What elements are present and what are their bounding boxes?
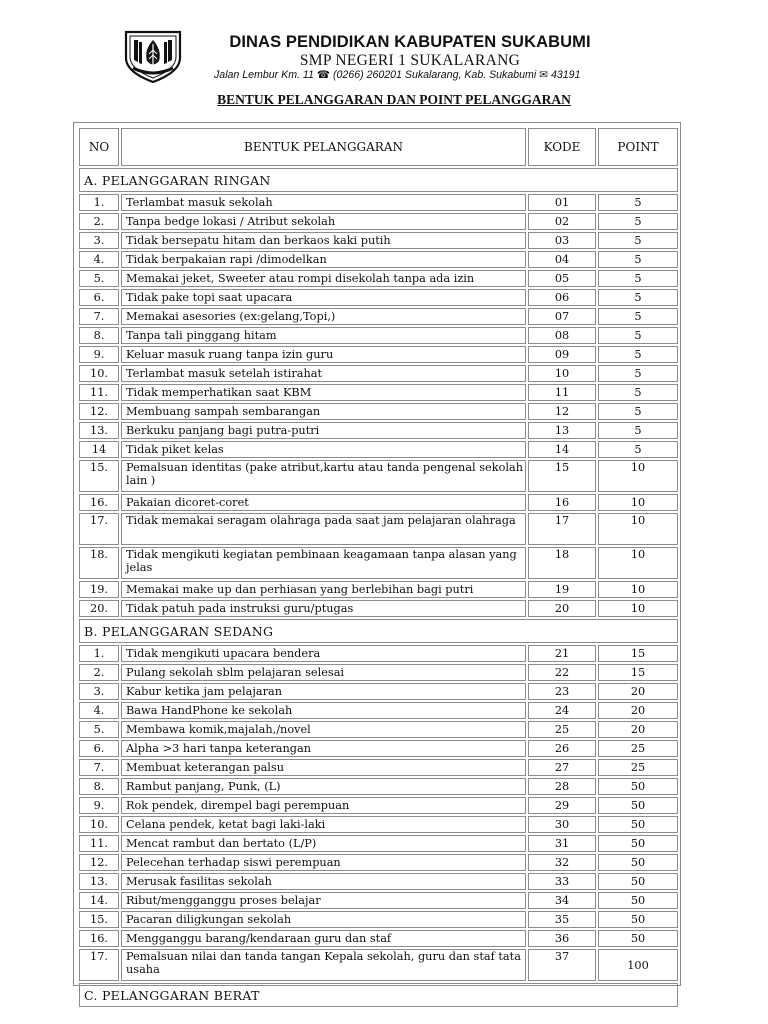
violation-point: 5	[598, 384, 678, 401]
row-number: 14	[79, 441, 119, 458]
violation-point: 20	[598, 683, 678, 700]
section-label: C. PELANGGARAN BERAT	[79, 983, 678, 1007]
table-row	[79, 759, 678, 776]
violation-point: 25	[598, 740, 678, 757]
violation-code: 08	[528, 327, 596, 344]
violation-point: 5	[598, 422, 678, 439]
violation-text: Memakai jeket, Sweeter atau rompi disekolah tanpa ada izin	[121, 270, 526, 287]
violation-text: Pakaian dicoret-coret	[121, 494, 526, 511]
row-number: 17.	[79, 513, 119, 545]
row-number: 15.	[79, 911, 119, 928]
violation-point: 5	[598, 213, 678, 230]
row-number: 2.	[79, 213, 119, 230]
violation-code: 36	[528, 930, 596, 947]
violation-point: 10	[598, 547, 678, 579]
violation-text: Tidak mengikuti upacara bendera	[121, 645, 526, 662]
phone-and-city: (0266) 260201 Sukalarang, Kab. Sukabumi	[333, 69, 537, 81]
row-number: 12.	[79, 854, 119, 871]
table-row	[79, 460, 678, 492]
table-row	[79, 441, 678, 458]
row-number: 10.	[79, 816, 119, 833]
violation-point: 5	[598, 441, 678, 458]
violation-point: 5	[598, 346, 678, 363]
violation-code: 04	[528, 251, 596, 268]
violation-point: 5	[598, 327, 678, 344]
violation-code: 32	[528, 854, 596, 871]
phone-icon: ☎	[316, 69, 331, 81]
violation-code: 28	[528, 778, 596, 795]
table-row	[79, 892, 678, 909]
table-body	[79, 168, 678, 1007]
violation-text: Tidak piket kelas	[121, 441, 526, 458]
violation-code: 30	[528, 816, 596, 833]
violation-point: 50	[598, 854, 678, 871]
violation-text: Pemalsuan identitas (pake atribut,kartu atau tanda pengenal sekolah lain )	[121, 460, 526, 492]
column-header-point: POINT	[598, 128, 678, 166]
agency-name: DINAS PENDIDIKAN KABUPATEN SUKABUMI	[229, 33, 591, 51]
violation-point: 5	[598, 403, 678, 420]
table-row	[79, 422, 678, 439]
violation-point: 20	[598, 702, 678, 719]
row-number: 13.	[79, 422, 119, 439]
violation-text: Tidak berpakaian rapi /dimodelkan	[121, 251, 526, 268]
violation-text: Membuang sampah sembarangan	[121, 403, 526, 420]
section-header-row	[79, 619, 678, 643]
row-number: 16.	[79, 494, 119, 511]
violation-code: 06	[528, 289, 596, 306]
violation-text: Mencat rambut dan bertato (L/P)	[121, 835, 526, 852]
violation-code: 27	[528, 759, 596, 776]
violation-text: Tidak patuh pada instruksi guru/ptugas	[121, 600, 526, 617]
row-number: 3.	[79, 683, 119, 700]
violation-point: 10	[598, 460, 678, 492]
violation-text: Merusak fasilitas sekolah	[121, 873, 526, 890]
violation-code: 01	[528, 194, 596, 211]
row-number: 4.	[79, 251, 119, 268]
table-row	[79, 930, 678, 947]
violation-text: Mengganggu barang/kendaraan guru dan staf	[121, 930, 526, 947]
table-row	[79, 645, 678, 662]
table-row	[79, 816, 678, 833]
violation-code: 12	[528, 403, 596, 420]
violation-point: 10	[598, 494, 678, 511]
violation-text: Pemalsuan nilai dan tanda tangan Kepala sekolah, guru dan staf tata usaha	[121, 949, 526, 981]
violation-point: 5	[598, 251, 678, 268]
violation-point: 50	[598, 835, 678, 852]
violation-point: 5	[598, 308, 678, 325]
table-row	[79, 873, 678, 890]
table-row	[79, 797, 678, 814]
row-number: 11.	[79, 384, 119, 401]
violation-point: 20	[598, 721, 678, 738]
violation-point: 100	[598, 949, 678, 981]
violation-code: 17	[528, 513, 596, 545]
envelope-icon: ✉	[539, 69, 549, 81]
column-header-violation: BENTUK PELANGGARAN	[121, 128, 526, 166]
row-number: 6.	[79, 289, 119, 306]
table-row	[79, 600, 678, 617]
violation-point: 50	[598, 778, 678, 795]
row-number: 1.	[79, 194, 119, 211]
table-row	[79, 949, 678, 981]
table-header-row	[79, 128, 678, 166]
row-number: 14.	[79, 892, 119, 909]
table-row	[79, 494, 678, 511]
table-row	[79, 721, 678, 738]
violation-text: Keluar masuk ruang tanpa izin guru	[121, 346, 526, 363]
violation-code: 26	[528, 740, 596, 757]
table-row	[79, 213, 678, 230]
violation-code: 07	[528, 308, 596, 325]
school-emblem-logo	[120, 28, 186, 84]
violations-table	[77, 126, 680, 1009]
violation-text: Tidak bersepatu hitam dan berkaos kaki putih	[121, 232, 526, 249]
violation-point: 5	[598, 289, 678, 306]
violation-point: 15	[598, 645, 678, 662]
table-row	[79, 740, 678, 757]
violation-point: 5	[598, 194, 678, 211]
row-number: 2.	[79, 664, 119, 681]
violation-text: Tidak mengikuti kegiatan pembinaan keagamaan tanpa alasan yang jelas	[121, 547, 526, 579]
violation-code: 33	[528, 873, 596, 890]
violation-text: Celana pendek, ketat bagi laki-laki	[121, 816, 526, 833]
row-number: 9.	[79, 797, 119, 814]
table-row	[79, 251, 678, 268]
row-number: 8.	[79, 778, 119, 795]
section-header-row	[79, 983, 678, 1007]
violation-code: 14	[528, 441, 596, 458]
table-row	[79, 365, 678, 382]
violation-code: 11	[528, 384, 596, 401]
table-row	[79, 702, 678, 719]
table-row	[79, 513, 678, 545]
violation-text: Tanpa bedge lokasi / Atribut sekolah	[121, 213, 526, 230]
violation-text: Tidak memakai seragam olahraga pada saat jam pelajaran olahraga	[121, 513, 526, 545]
violation-code: 13	[528, 422, 596, 439]
section-label: A. PELANGGARAN RINGAN	[79, 168, 678, 192]
table-row	[79, 581, 678, 598]
table-row	[79, 664, 678, 681]
school-name: SMP NEGERI 1 SUKALARANG	[299, 52, 521, 69]
violation-text: Kabur ketika jam pelajaran	[121, 683, 526, 700]
table-row	[79, 854, 678, 871]
table-row	[79, 547, 678, 579]
violation-code: 10	[528, 365, 596, 382]
table-row	[79, 308, 678, 325]
violation-point: 10	[598, 513, 678, 545]
violation-code: 18	[528, 547, 596, 579]
section-header-row	[79, 168, 678, 192]
violation-point: 10	[598, 581, 678, 598]
violation-point: 50	[598, 816, 678, 833]
table-row	[79, 289, 678, 306]
violation-text: Rambut panjang, Punk, (L)	[121, 778, 526, 795]
violation-code: 22	[528, 664, 596, 681]
row-number: 19.	[79, 581, 119, 598]
table-row	[79, 232, 678, 249]
column-header-no: NO	[79, 128, 119, 166]
violation-code: 19	[528, 581, 596, 598]
violation-code: 20	[528, 600, 596, 617]
violation-text: Alpha >3 hari tanpa keterangan	[121, 740, 526, 757]
violation-code: 31	[528, 835, 596, 852]
violation-text: Memakai asesories (ex:gelang,Topi,)	[121, 308, 526, 325]
table-row	[79, 194, 678, 211]
violation-point: 25	[598, 759, 678, 776]
row-number: 10.	[79, 365, 119, 382]
violation-code: 16	[528, 494, 596, 511]
violation-point: 50	[598, 892, 678, 909]
school-address	[200, 69, 674, 81]
violation-text: Tidak memperhatikan saat KBM	[121, 384, 526, 401]
row-number: 9.	[79, 346, 119, 363]
table-row	[79, 778, 678, 795]
violation-code: 09	[528, 346, 596, 363]
street-address: Jalan Lembur Km. 11	[214, 69, 314, 81]
violation-code: 34	[528, 892, 596, 909]
violation-point: 50	[598, 930, 678, 947]
row-number: 3.	[79, 232, 119, 249]
violation-text: Membawa komik,majalah,/novel	[121, 721, 526, 738]
violation-code: 03	[528, 232, 596, 249]
violation-text: Membuat keterangan palsu	[121, 759, 526, 776]
column-header-code: KODE	[528, 128, 596, 166]
violation-point: 50	[598, 797, 678, 814]
row-number: 5.	[79, 721, 119, 738]
row-number: 1.	[79, 645, 119, 662]
violation-text: Berkuku panjang bagi putra-putri	[121, 422, 526, 439]
violation-code: 37	[528, 949, 596, 981]
row-number: 7.	[79, 759, 119, 776]
row-number: 17.	[79, 949, 119, 981]
violation-text: Terlambat masuk sekolah	[121, 194, 526, 211]
row-number: 15.	[79, 460, 119, 492]
violation-text: Terlambat masuk setelah istirahat	[121, 365, 526, 382]
violation-text: Rok pendek, dirempel bagi perempuan	[121, 797, 526, 814]
table-row	[79, 346, 678, 363]
violation-point: 5	[598, 270, 678, 287]
table-row	[79, 384, 678, 401]
row-number: 11.	[79, 835, 119, 852]
table-row	[79, 835, 678, 852]
section-label: B. PELANGGARAN SEDANG	[79, 619, 678, 643]
table-row	[79, 683, 678, 700]
row-number: 8.	[79, 327, 119, 344]
violation-code: 05	[528, 270, 596, 287]
table-row	[79, 911, 678, 928]
violation-text: Tidak pake topi saat upacara	[121, 289, 526, 306]
violation-code: 15	[528, 460, 596, 492]
violation-point: 5	[598, 365, 678, 382]
violation-code: 29	[528, 797, 596, 814]
violation-text: Ribut/mengganggu proses belajar	[121, 892, 526, 909]
violation-text: Tanpa tali pinggang hitam	[121, 327, 526, 344]
violation-text: Bawa HandPhone ke sekolah	[121, 702, 526, 719]
row-number: 6.	[79, 740, 119, 757]
row-number: 12.	[79, 403, 119, 420]
violation-text: Pacaran diligkungan sekolah	[121, 911, 526, 928]
row-number: 5.	[79, 270, 119, 287]
row-number: 18.	[79, 547, 119, 579]
row-number: 13.	[79, 873, 119, 890]
violation-code: 02	[528, 213, 596, 230]
postal-code: 43191	[551, 69, 581, 81]
table-row	[79, 403, 678, 420]
violation-code: 24	[528, 702, 596, 719]
violation-point: 15	[598, 664, 678, 681]
violation-point: 50	[598, 911, 678, 928]
violation-code: 35	[528, 911, 596, 928]
violation-text: Pulang sekolah sblm pelajaran selesai	[121, 664, 526, 681]
violation-point: 10	[598, 600, 678, 617]
violation-code: 25	[528, 721, 596, 738]
row-number: 4.	[79, 702, 119, 719]
violation-text: Memakai make up dan perhiasan yang berlebihan bagi putri	[121, 581, 526, 598]
violation-code: 21	[528, 645, 596, 662]
violation-text: Pelecehan terhadap siswi perempuan	[121, 854, 526, 871]
table-row	[79, 327, 678, 344]
violation-point: 50	[598, 873, 678, 890]
row-number: 20.	[79, 600, 119, 617]
violation-point: 5	[598, 232, 678, 249]
table-row	[79, 270, 678, 287]
row-number: 7.	[79, 308, 119, 325]
violation-code: 23	[528, 683, 596, 700]
row-number: 16.	[79, 930, 119, 947]
document-title: BENTUK PELANGGARAN DAN POINT PELANGGARAN	[217, 92, 571, 107]
